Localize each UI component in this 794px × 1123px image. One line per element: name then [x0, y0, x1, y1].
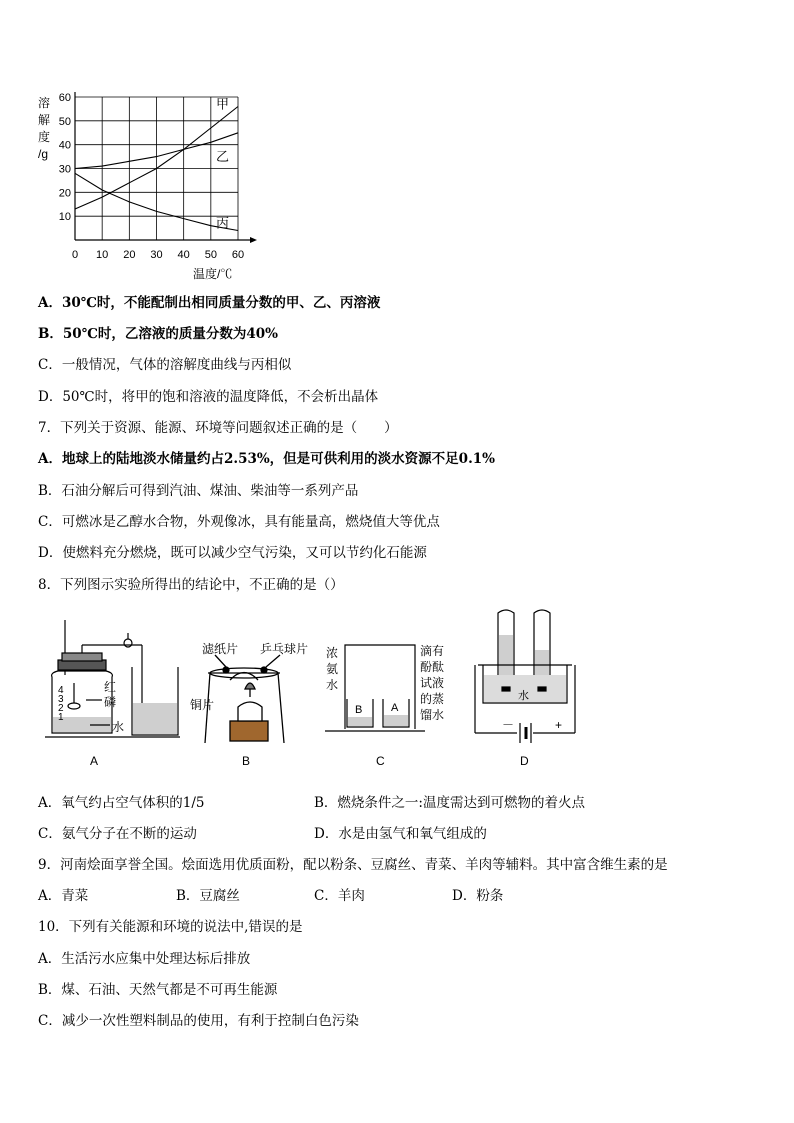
fig-c-phenol-2: 酚酞 — [420, 660, 445, 674]
fig-c-label: C — [376, 754, 385, 768]
q9-option-d: D．粉条 — [452, 888, 504, 904]
q8-option-d: D．水是由氢气和氧气组成的 — [314, 826, 487, 842]
q8-option-c: C．氨气分子在不断的运动 — [38, 826, 197, 842]
q8-stem: 8．下列图示实验所得出的结论中，不正确的是（） — [38, 577, 344, 593]
y-tick-label: 50 — [58, 115, 71, 128]
y-axis-label-char: /g — [38, 147, 49, 161]
solubility-chart — [30, 85, 270, 285]
y-axis-label-char: 溶 — [38, 96, 51, 110]
q6-option-c: C．一般情况，气体的溶解度曲线与丙相似 — [38, 357, 292, 373]
y-tick-label: 10 — [58, 211, 71, 224]
x-tick-label: 30 — [150, 249, 163, 261]
fig-a-red-p-2: 磷 — [104, 695, 117, 709]
q7-stem: 7．下列关于资源、能源、环境等问题叙述正确的是（ ） — [38, 420, 398, 436]
q6-option-a: A．30℃时，不能配制出相同质量分数的甲、乙、丙溶液 — [38, 295, 381, 311]
q10-option-b: B．煤、石油、天然气都是不可再生能源 — [38, 982, 278, 998]
q8-figures — [40, 605, 600, 775]
fig-d-minus: － — [502, 718, 515, 732]
y-tick-label: 60 — [58, 92, 71, 104]
fig-c-phenol-3: 试液 — [420, 676, 445, 690]
fig-a-label: A — [90, 754, 99, 768]
y-axis-label-char: 解 — [38, 113, 51, 127]
y-tick-label: 40 — [58, 139, 71, 152]
y-axis-label-char: 度 — [38, 130, 51, 144]
y-tick-label: 30 — [58, 163, 71, 176]
q6-option-b: B．50℃时，乙溶液的质量分数为40% — [38, 326, 278, 342]
fig-d-water: 水 — [518, 690, 529, 702]
fig-b-copper: 铜片 — [190, 698, 215, 712]
y-tick-label: 20 — [58, 187, 71, 200]
fig-b-apparatus — [205, 655, 284, 743]
x-tick-label: 60 — [231, 249, 245, 261]
fig-c-ammonia-2: 氨 — [326, 662, 339, 676]
x-tick-label: 50 — [204, 249, 217, 261]
q7-option-b: B．石油分解后可得到汽油、煤油、柴油等一系列产品 — [38, 483, 359, 499]
q8-figures-svg — [40, 605, 600, 775]
q7-option-d: D．使燃料充分燃烧，既可以减少空气污染，又可以节约化石能源 — [38, 545, 427, 561]
fig-c-ammonia-1: 浓 — [326, 646, 339, 660]
fig-c-phenol-1: 滴有 — [420, 644, 445, 658]
x-tick-label: 40 — [177, 249, 190, 261]
fig-a-water: 水 — [112, 720, 125, 734]
fig-a-mark-3: 3 — [58, 694, 64, 705]
fig-c-phenol-5: 馏水 — [420, 708, 445, 722]
x-tick-label: 20 — [123, 249, 136, 261]
q10-option-c: C．减少一次性塑料制品的使用，有利于控制白色污染 — [38, 1013, 359, 1029]
solubility-chart-svg — [30, 85, 270, 285]
q9-option-a: A．青菜 — [38, 888, 89, 904]
q9-stem: 9．河南烩面享誉全国。烩面选用优质面粉，配以粉条、豆腐丝、青菜、羊肉等辅料。其中富含维生素的是 — [38, 857, 668, 873]
fig-c-beaker-a: A — [391, 702, 399, 714]
fig-c-apparatus — [325, 645, 425, 731]
q9-option-b: B．豆腐丝 — [176, 888, 240, 904]
fig-a-mark-1: 1 — [58, 712, 64, 723]
fig-d-plus: + — [555, 718, 563, 732]
fig-a-mark-2: 2 — [58, 703, 64, 714]
q10-option-a: A．生活污水应集中处理达标后排放 — [38, 951, 251, 967]
q7-option-c: C．可燃冰是乙醇水合物，外观像冰，具有能量高，燃烧值大等优点 — [38, 514, 440, 530]
series-label-1: 甲 — [216, 96, 230, 112]
q8-option-b: B．燃烧条件之一:温度需达到可燃物的着火点 — [314, 795, 585, 811]
fig-b-pingpong: 乒乓球片 — [260, 642, 309, 656]
series-label-3: 丙 — [216, 215, 230, 231]
x-axis-arrow — [250, 237, 257, 243]
fig-c-beaker-b: B — [355, 704, 363, 716]
fig-c-phenol-4: 的蒸 — [420, 692, 445, 706]
fig-b-label: B — [242, 754, 251, 768]
fig-a-mark-4: 4 — [58, 685, 64, 696]
q9-option-c: C．羊肉 — [314, 888, 365, 904]
series-label-2: 乙 — [216, 148, 230, 164]
q10-stem: 10．下列有关能源和环境的说法中,错误的是 — [38, 919, 303, 935]
fig-d-label: D — [520, 754, 529, 768]
q7-option-a: A．地球上的陆地淡水储量约占2.53%，但是可供利用的淡水资源不足0.1% — [38, 451, 495, 467]
fig-b-filter-paper: 滤纸片 — [202, 642, 239, 656]
q8-option-a: A．氧气约占空气体积的1/5 — [38, 795, 205, 811]
x-tick-label: 0 — [71, 249, 79, 261]
x-axis-label: 温度/℃ — [193, 267, 233, 281]
x-tick-label: 10 — [96, 249, 109, 261]
fig-a-red-p-1: 红 — [104, 680, 117, 694]
q6-option-d: D．50℃时，将甲的饱和溶液的温度降低，不会析出晶体 — [38, 389, 379, 405]
fig-c-ammonia-3: 水 — [326, 678, 339, 692]
